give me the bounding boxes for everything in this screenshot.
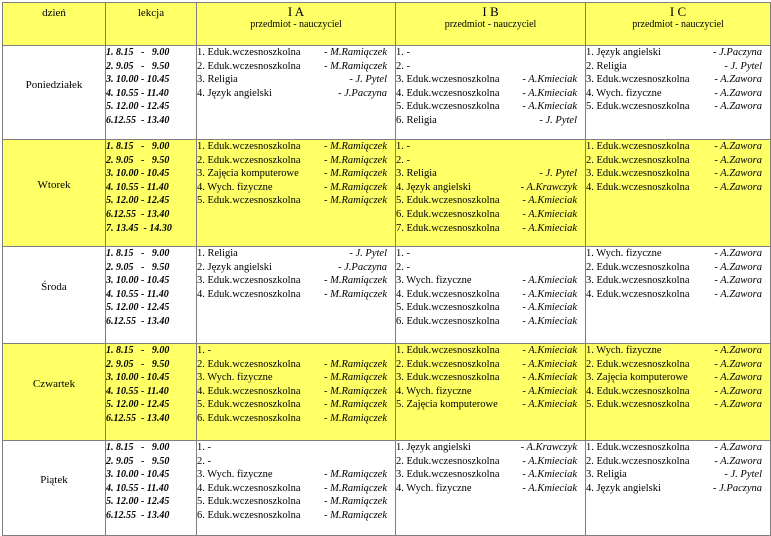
- subject: 3. Eduk.wczesnoszkolna: [586, 74, 690, 86]
- schedule-entry: [396, 482, 585, 496]
- subject: 2. Eduk.wczesnoszkolna: [586, 455, 690, 467]
- schedule-entry: [396, 385, 585, 399]
- lesson-hour: 1. 8.15 - 9.00: [106, 248, 170, 259]
- subject: 3. Eduk.wczesnoszkolna: [396, 372, 500, 384]
- header-row: [3, 3, 771, 46]
- subject: 7. Eduk.wczesnoszkolna: [396, 222, 500, 234]
- subject: 5. Eduk.wczesnoszkolna: [586, 101, 690, 113]
- header-class-1a: [197, 3, 396, 46]
- day-name: Poniedziałek: [25, 78, 83, 91]
- subject: 4. Eduk.wczesnoszkolna: [197, 385, 301, 397]
- schedule-entry: [396, 398, 585, 412]
- teacher: - A.Kmieciak: [522, 385, 577, 397]
- class-schedule-cell: [396, 441, 586, 536]
- teacher: - A.Kmieciak: [522, 315, 577, 327]
- lesson-hour: 1. 8.15 - 9.00: [106, 442, 170, 453]
- subject: 6. Eduk.wczesnoszkolna: [396, 315, 500, 327]
- subject: 5. Eduk.wczesnoszkolna: [197, 496, 301, 508]
- subject: 1. Eduk.wczesnoszkolna: [586, 442, 690, 453]
- teacher: - A.Zawora: [714, 141, 762, 152]
- teacher: - A.Kmieciak: [522, 345, 577, 356]
- teacher: - A.Zawora: [714, 358, 762, 370]
- subject: 6. Religia: [396, 114, 437, 126]
- teacher: - A.Kmieciak: [522, 87, 577, 99]
- schedule-entry: [586, 344, 770, 358]
- subject: 2. -: [396, 154, 410, 166]
- teacher: - M.Ramiączek: [324, 181, 387, 193]
- subject: 3. Zajęcia komputerowe: [197, 168, 299, 180]
- lesson-hour: 3. 10.00 - 10.45: [106, 275, 170, 287]
- schedule-entry: [396, 154, 585, 168]
- schedule-entry: [396, 73, 585, 87]
- lesson-hours-cell: [106, 247, 197, 344]
- teacher: - A.Zawora: [714, 261, 762, 273]
- subject: 4. Eduk.wczesnoszkolna: [197, 288, 301, 300]
- schedule-entry: [197, 441, 395, 455]
- lesson-hour: 2. 9.05 - 9.50: [106, 261, 170, 273]
- lesson-hour: 4. 10.55 - 11.40: [106, 288, 169, 300]
- class-schedule-cell: [197, 441, 396, 536]
- teacher: - A.Zawora: [714, 74, 762, 86]
- subject: 1. -: [396, 141, 410, 152]
- subject: 4. Eduk.wczesnoszkolna: [586, 385, 690, 397]
- schedule-entry: [586, 100, 770, 114]
- subject: 2. Język angielski: [197, 261, 272, 273]
- teacher: - M.Ramiączek: [324, 154, 387, 166]
- schedule-entry: [197, 247, 395, 261]
- teacher: - J. Pytel: [539, 168, 577, 180]
- teacher: - A.Kmieciak: [522, 222, 577, 234]
- class-name: I C: [669, 4, 687, 19]
- teacher: - J.Paczyna: [338, 261, 387, 273]
- day-name-cell: [3, 140, 106, 247]
- class-schedule-cell: [197, 140, 396, 247]
- schedule-entry: [586, 288, 770, 302]
- schedule-entry: [197, 412, 395, 426]
- subject: 2. Eduk.wczesnoszkolna: [586, 261, 690, 273]
- class-schedule-cell: [396, 344, 586, 441]
- schedule-entry: [586, 385, 770, 399]
- schedule-entry: [197, 468, 395, 482]
- teacher: - A.Kmieciak: [522, 288, 577, 300]
- lesson-hour: 1. 8.15 - 9.00: [106, 47, 170, 58]
- schedule-entry: [396, 358, 585, 372]
- teacher: - A.Kmieciak: [522, 74, 577, 86]
- lesson-hour: 2. 9.05 - 9.50: [106, 455, 170, 467]
- lesson-hour: 2. 9.05 - 9.50: [106, 154, 170, 166]
- schedule-entry: [586, 261, 770, 275]
- lesson-hour: 3. 10.00 - 10.45: [106, 168, 170, 180]
- schedule-entry: [197, 154, 395, 168]
- subject: 1. -: [197, 442, 211, 453]
- lesson-hour: 4. 10.55 - 11.40: [106, 482, 169, 494]
- subject: 5. Eduk.wczesnoszkolna: [197, 399, 301, 411]
- subject: 4. Eduk.wczesnoszkolna: [586, 288, 690, 300]
- teacher: - A.Kmieciak: [522, 358, 577, 370]
- schedule-entry: [197, 73, 395, 87]
- class-name: I B: [482, 4, 499, 19]
- subject: 1. Język angielski: [586, 47, 661, 58]
- lesson-hour: 6.12.55 - 13.40: [106, 412, 170, 424]
- schedule-entry: [396, 167, 585, 181]
- subject: 4. Eduk.wczesnoszkolna: [396, 87, 500, 99]
- teacher: - A.Zawora: [714, 101, 762, 113]
- subject: 5. Eduk.wczesnoszkolna: [396, 302, 500, 314]
- subject: 2. -: [197, 455, 211, 467]
- teacher: - A.Kmieciak: [522, 469, 577, 481]
- teacher: - J. Pytel: [724, 469, 762, 481]
- subject: 2. Eduk.wczesnoszkolna: [197, 358, 301, 370]
- day-name: Piątek: [40, 474, 68, 486]
- subject: 1. -: [396, 47, 410, 58]
- teacher: - A.Kmieciak: [522, 195, 577, 207]
- subject: 3. Wych. fizyczne: [197, 372, 273, 384]
- lesson-hour: 1. 8.15 - 9.00: [106, 141, 170, 152]
- teacher: - A.Zawora: [714, 181, 762, 193]
- subject: 1. Religia: [197, 248, 238, 259]
- schedule-entry: [197, 398, 395, 412]
- header-class-1b: [396, 3, 586, 46]
- teacher: - M.Ramiączek: [324, 469, 387, 481]
- subject: 1. Wych. fizyczne: [586, 345, 662, 356]
- lesson-hour: 2. 9.05 - 9.50: [106, 60, 170, 72]
- subject: 1. -: [197, 345, 211, 356]
- lesson-hour: 3. 10.00 - 10.45: [106, 372, 170, 384]
- day-row: [3, 247, 771, 344]
- class-schedule-cell: [586, 46, 771, 140]
- subject: 3. Wych. fizyczne: [396, 275, 472, 287]
- teacher: - A.Kmieciak: [522, 399, 577, 411]
- day-row: [3, 441, 771, 536]
- schedule-entry: [197, 274, 395, 288]
- lesson-hour: 1. 8.15 - 9.00: [106, 345, 170, 356]
- schedule-entry: [197, 288, 395, 302]
- teacher: - M.Ramiączek: [324, 482, 387, 494]
- subject: 4. Wych. fizyczne: [197, 181, 273, 193]
- subject: 5. Eduk.wczesnoszkolna: [586, 399, 690, 411]
- subject: 2. Eduk.wczesnoszkolna: [396, 455, 500, 467]
- day-name: Wtorek: [37, 179, 71, 191]
- teacher: - A.Zawora: [714, 154, 762, 166]
- schedule-entry: [396, 181, 585, 195]
- subject: 2. Eduk.wczesnoszkolna: [396, 358, 500, 370]
- teacher: - A.Zawora: [714, 168, 762, 180]
- schedule-entry: [586, 181, 770, 195]
- subject: 4. Język angielski: [586, 482, 661, 494]
- schedule-entry: [396, 100, 585, 114]
- teacher: - M.Ramiączek: [324, 288, 387, 300]
- schedule-entry: [197, 495, 395, 509]
- schedule-entry: [586, 73, 770, 87]
- schedule-entry: [396, 315, 585, 329]
- subject: 1. Eduk.wczesnoszkolna: [396, 345, 500, 356]
- lesson-hour: 6.12.55 - 13.40: [106, 114, 170, 126]
- teacher: - A.Kmieciak: [522, 455, 577, 467]
- schedule-entry: [396, 301, 585, 315]
- class-schedule-cell: [586, 441, 771, 536]
- subject: 2. Eduk.wczesnoszkolna: [586, 358, 690, 370]
- schedule-entry: [586, 455, 770, 469]
- subject: 3. Zajęcia komputerowe: [586, 372, 688, 384]
- subject: 4. Eduk.wczesnoszkolna: [586, 181, 690, 193]
- subject: 1. -: [396, 248, 410, 259]
- teacher: - A.Zawora: [714, 385, 762, 397]
- subject: 6. Eduk.wczesnoszkolna: [396, 208, 500, 220]
- subject: 4. Eduk.wczesnoszkolna: [197, 482, 301, 494]
- lesson-hour: 4. 10.55 - 11.40: [106, 181, 169, 193]
- subject: 5. Zajęcia komputerowe: [396, 399, 498, 411]
- lesson-hour: 2. 9.05 - 9.50: [106, 358, 170, 370]
- subject: 1. Wych. fizyczne: [586, 248, 662, 259]
- header-class-1c: [586, 3, 771, 46]
- subject: 2. -: [396, 261, 410, 273]
- schedule-entry: [396, 441, 585, 455]
- schedule-entry: [396, 288, 585, 302]
- timetable-body: [3, 46, 771, 536]
- lesson-hour: 6.12.55 - 13.40: [106, 315, 170, 327]
- lesson-hour: 5. 12.00 - 12.45: [106, 496, 170, 508]
- schedule-entry: [396, 114, 585, 128]
- day-name-cell: [3, 46, 106, 140]
- teacher: - A.Zawora: [714, 455, 762, 467]
- schedule-entry: [396, 46, 585, 60]
- day-name-cell: [3, 344, 106, 441]
- schedule-entry: [586, 468, 770, 482]
- teacher: - J.Paczyna: [713, 482, 762, 494]
- subject: 2. Eduk.wczesnoszkolna: [197, 154, 301, 166]
- subject: 1. Eduk.wczesnoszkolna: [197, 141, 301, 152]
- schedule-entry: [396, 371, 585, 385]
- schedule-entry: [586, 441, 770, 455]
- schedule-entry: [396, 60, 585, 74]
- lesson-hour: 6.12.55 - 13.40: [106, 208, 170, 220]
- class-schedule-cell: [586, 140, 771, 247]
- teacher: - M.Ramiączek: [324, 358, 387, 370]
- subject: 2. Religia: [586, 60, 627, 72]
- teacher: - J. Pytel: [724, 60, 762, 72]
- lesson-hour: 3. 10.00 - 10.45: [106, 469, 170, 481]
- teacher: - A.Kmieciak: [522, 101, 577, 113]
- schedule-entry: [586, 247, 770, 261]
- schedule-entry: [396, 274, 585, 288]
- teacher: - A.Kmieciak: [522, 482, 577, 494]
- schedule-entry: [586, 46, 770, 60]
- schedule-entry: [396, 140, 585, 154]
- lesson-hour: 7. 13.45 - 14.30: [106, 222, 172, 234]
- subject: 5. Eduk.wczesnoszkolna: [396, 195, 500, 207]
- teacher: - M.Ramiączek: [324, 496, 387, 508]
- lesson-hours-cell: [106, 441, 197, 536]
- teacher: - M.Ramiączek: [324, 168, 387, 180]
- subject: 3. Religia: [586, 469, 627, 481]
- schedule-entry: [396, 344, 585, 358]
- subject: 3. Eduk.wczesnoszkolna: [197, 275, 301, 287]
- lesson-hours-cell: [106, 140, 197, 247]
- subject: 4. Wych. fizyczne: [586, 87, 662, 99]
- schedule-entry: [396, 208, 585, 222]
- teacher: - A.Zawora: [714, 442, 762, 453]
- subject: 3. Religia: [396, 168, 437, 180]
- teacher: - M.Ramiączek: [324, 385, 387, 397]
- lesson-hours-cell: [106, 46, 197, 140]
- lesson-hour: 5. 12.00 - 12.45: [106, 101, 170, 113]
- lesson-hour: 5. 12.00 - 12.45: [106, 302, 170, 314]
- schedule-entry: [586, 154, 770, 168]
- subject: 3. Eduk.wczesnoszkolna: [396, 469, 500, 481]
- teacher: - A.Zawora: [714, 248, 762, 259]
- class-schedule-cell: [197, 247, 396, 344]
- subject: 3. Eduk.wczesnoszkolna: [586, 275, 690, 287]
- lesson-hour: 3. 10.00 - 10.45: [106, 74, 170, 86]
- subject: 2. Eduk.wczesnoszkolna: [586, 154, 690, 166]
- teacher: - J.Paczyna: [713, 47, 762, 58]
- teacher: - A.Kmieciak: [522, 275, 577, 287]
- subject: 3. Eduk.wczesnoszkolna: [396, 74, 500, 86]
- class-schedule-cell: [396, 140, 586, 247]
- teacher: - A.Kmieciak: [522, 372, 577, 384]
- schedule-entry: [396, 222, 585, 236]
- subject: 6. Eduk.wczesnoszkolna: [197, 509, 301, 521]
- class-subheader: przedmiot - nauczyciel: [250, 19, 342, 30]
- schedule-entry: [197, 140, 395, 154]
- schedule-entry: [197, 60, 395, 74]
- subject: 4. Język angielski: [396, 181, 471, 193]
- schedule-entry: [197, 181, 395, 195]
- teacher: - A.Zawora: [714, 288, 762, 300]
- lesson-hour: 6.12.55 - 13.40: [106, 509, 170, 521]
- teacher: - M.Ramiączek: [324, 399, 387, 411]
- schedule-entry: [586, 358, 770, 372]
- subject: 4. Wych. fizyczne: [396, 482, 472, 494]
- schedule-entry: [197, 261, 395, 275]
- subject: 3. Wych. fizyczne: [197, 469, 273, 481]
- day-row: [3, 344, 771, 441]
- teacher: - M.Ramiączek: [324, 195, 387, 207]
- class-name: I A: [287, 4, 305, 19]
- teacher: - A.Zawora: [714, 372, 762, 384]
- schedule-entry: [586, 371, 770, 385]
- teacher: - M.Ramiączek: [324, 141, 387, 152]
- class-schedule-cell: [197, 46, 396, 140]
- subject: 5. Eduk.wczesnoszkolna: [396, 101, 500, 113]
- schedule-entry: [586, 167, 770, 181]
- schedule-entry: [586, 140, 770, 154]
- class-schedule-cell: [396, 46, 586, 140]
- schedule-entry: [197, 371, 395, 385]
- schedule-entry: [586, 274, 770, 288]
- day-row: [3, 46, 771, 140]
- lesson-hour: 5. 12.00 - 12.45: [106, 399, 170, 411]
- class-subheader: przedmiot - nauczyciel: [444, 19, 537, 30]
- schedule-entry: [586, 60, 770, 74]
- lesson-hour: 5. 12.00 - 12.45: [106, 195, 170, 207]
- teacher: - M.Ramiączek: [324, 47, 387, 58]
- teacher: - J.Paczyna: [338, 87, 387, 99]
- teacher: - M.Ramiączek: [324, 372, 387, 384]
- header-lesson: lekcja: [106, 3, 197, 46]
- class-schedule-cell: [396, 247, 586, 344]
- schedule-entry: [586, 87, 770, 101]
- schedule-entry: [396, 87, 585, 101]
- class-schedule-cell: [197, 344, 396, 441]
- schedule-entry: [197, 455, 395, 469]
- schedule-entry: [197, 167, 395, 181]
- schedule-entry: [197, 194, 395, 208]
- schedule-entry: [197, 344, 395, 358]
- schedule-entry: [396, 468, 585, 482]
- teacher: - A.Zawora: [714, 87, 762, 99]
- teacher: - A.Kmieciak: [522, 208, 577, 220]
- timetable: [2, 2, 771, 536]
- schedule-entry: [396, 194, 585, 208]
- teacher: - A.Krawczyk: [520, 442, 577, 453]
- header-day: dzień: [3, 3, 106, 46]
- teacher: - M.Ramiączek: [324, 412, 387, 424]
- class-schedule-cell: [586, 247, 771, 344]
- subject: 4. Wych. fizyczne: [396, 385, 472, 397]
- schedule-entry: [396, 247, 585, 261]
- subject: 3. Religia: [197, 74, 238, 86]
- teacher: - A.Zawora: [714, 399, 762, 411]
- subject: 3. Eduk.wczesnoszkolna: [586, 168, 690, 180]
- schedule-entry: [197, 358, 395, 372]
- lesson-hour: 4. 10.55 - 11.40: [106, 385, 169, 397]
- schedule-entry: [396, 455, 585, 469]
- subject: 2. -: [396, 60, 410, 72]
- teacher: - M.Ramiączek: [324, 60, 387, 72]
- schedule-entry: [586, 482, 770, 496]
- lesson-hour: 4. 10.55 - 11.40: [106, 87, 169, 99]
- subject: 1. Język angielski: [396, 442, 471, 453]
- teacher: - M.Ramiączek: [324, 509, 387, 521]
- schedule-entry: [197, 509, 395, 523]
- subject: 4. Eduk.wczesnoszkolna: [396, 288, 500, 300]
- day-name: Środa: [41, 281, 67, 293]
- day-name: Czwartek: [32, 378, 76, 390]
- subject: 5. Eduk.wczesnoszkolna: [197, 195, 301, 207]
- schedule-entry: [586, 398, 770, 412]
- schedule-entry: [197, 482, 395, 496]
- schedule-entry: [396, 261, 585, 275]
- class-subheader: przedmiot - nauczyciel: [632, 19, 724, 30]
- teacher: - M.Ramiączek: [324, 275, 387, 287]
- schedule-entry: [197, 46, 395, 60]
- teacher: - J. Pytel: [349, 248, 387, 259]
- teacher: - J. Pytel: [539, 114, 577, 126]
- subject: 4. Język angielski: [197, 87, 272, 99]
- teacher: - J. Pytel: [349, 74, 387, 86]
- day-name-cell: [3, 247, 106, 344]
- subject: 1. Eduk.wczesnoszkolna: [586, 141, 690, 152]
- day-row: [3, 140, 771, 247]
- teacher: - A.Zawora: [714, 275, 762, 287]
- teacher: - A.Kmieciak: [522, 302, 577, 314]
- teacher: - A.Krawczyk: [520, 181, 577, 193]
- schedule-entry: [197, 385, 395, 399]
- lesson-hours-cell: [106, 344, 197, 441]
- day-name-cell: [3, 441, 106, 536]
- schedule-entry: [197, 87, 395, 101]
- subject: 2. Eduk.wczesnoszkolna: [197, 60, 301, 72]
- subject: 1. Eduk.wczesnoszkolna: [197, 47, 301, 58]
- class-schedule-cell: [586, 344, 771, 441]
- subject: 6. Eduk.wczesnoszkolna: [197, 412, 301, 424]
- teacher: - A.Zawora: [714, 345, 762, 356]
